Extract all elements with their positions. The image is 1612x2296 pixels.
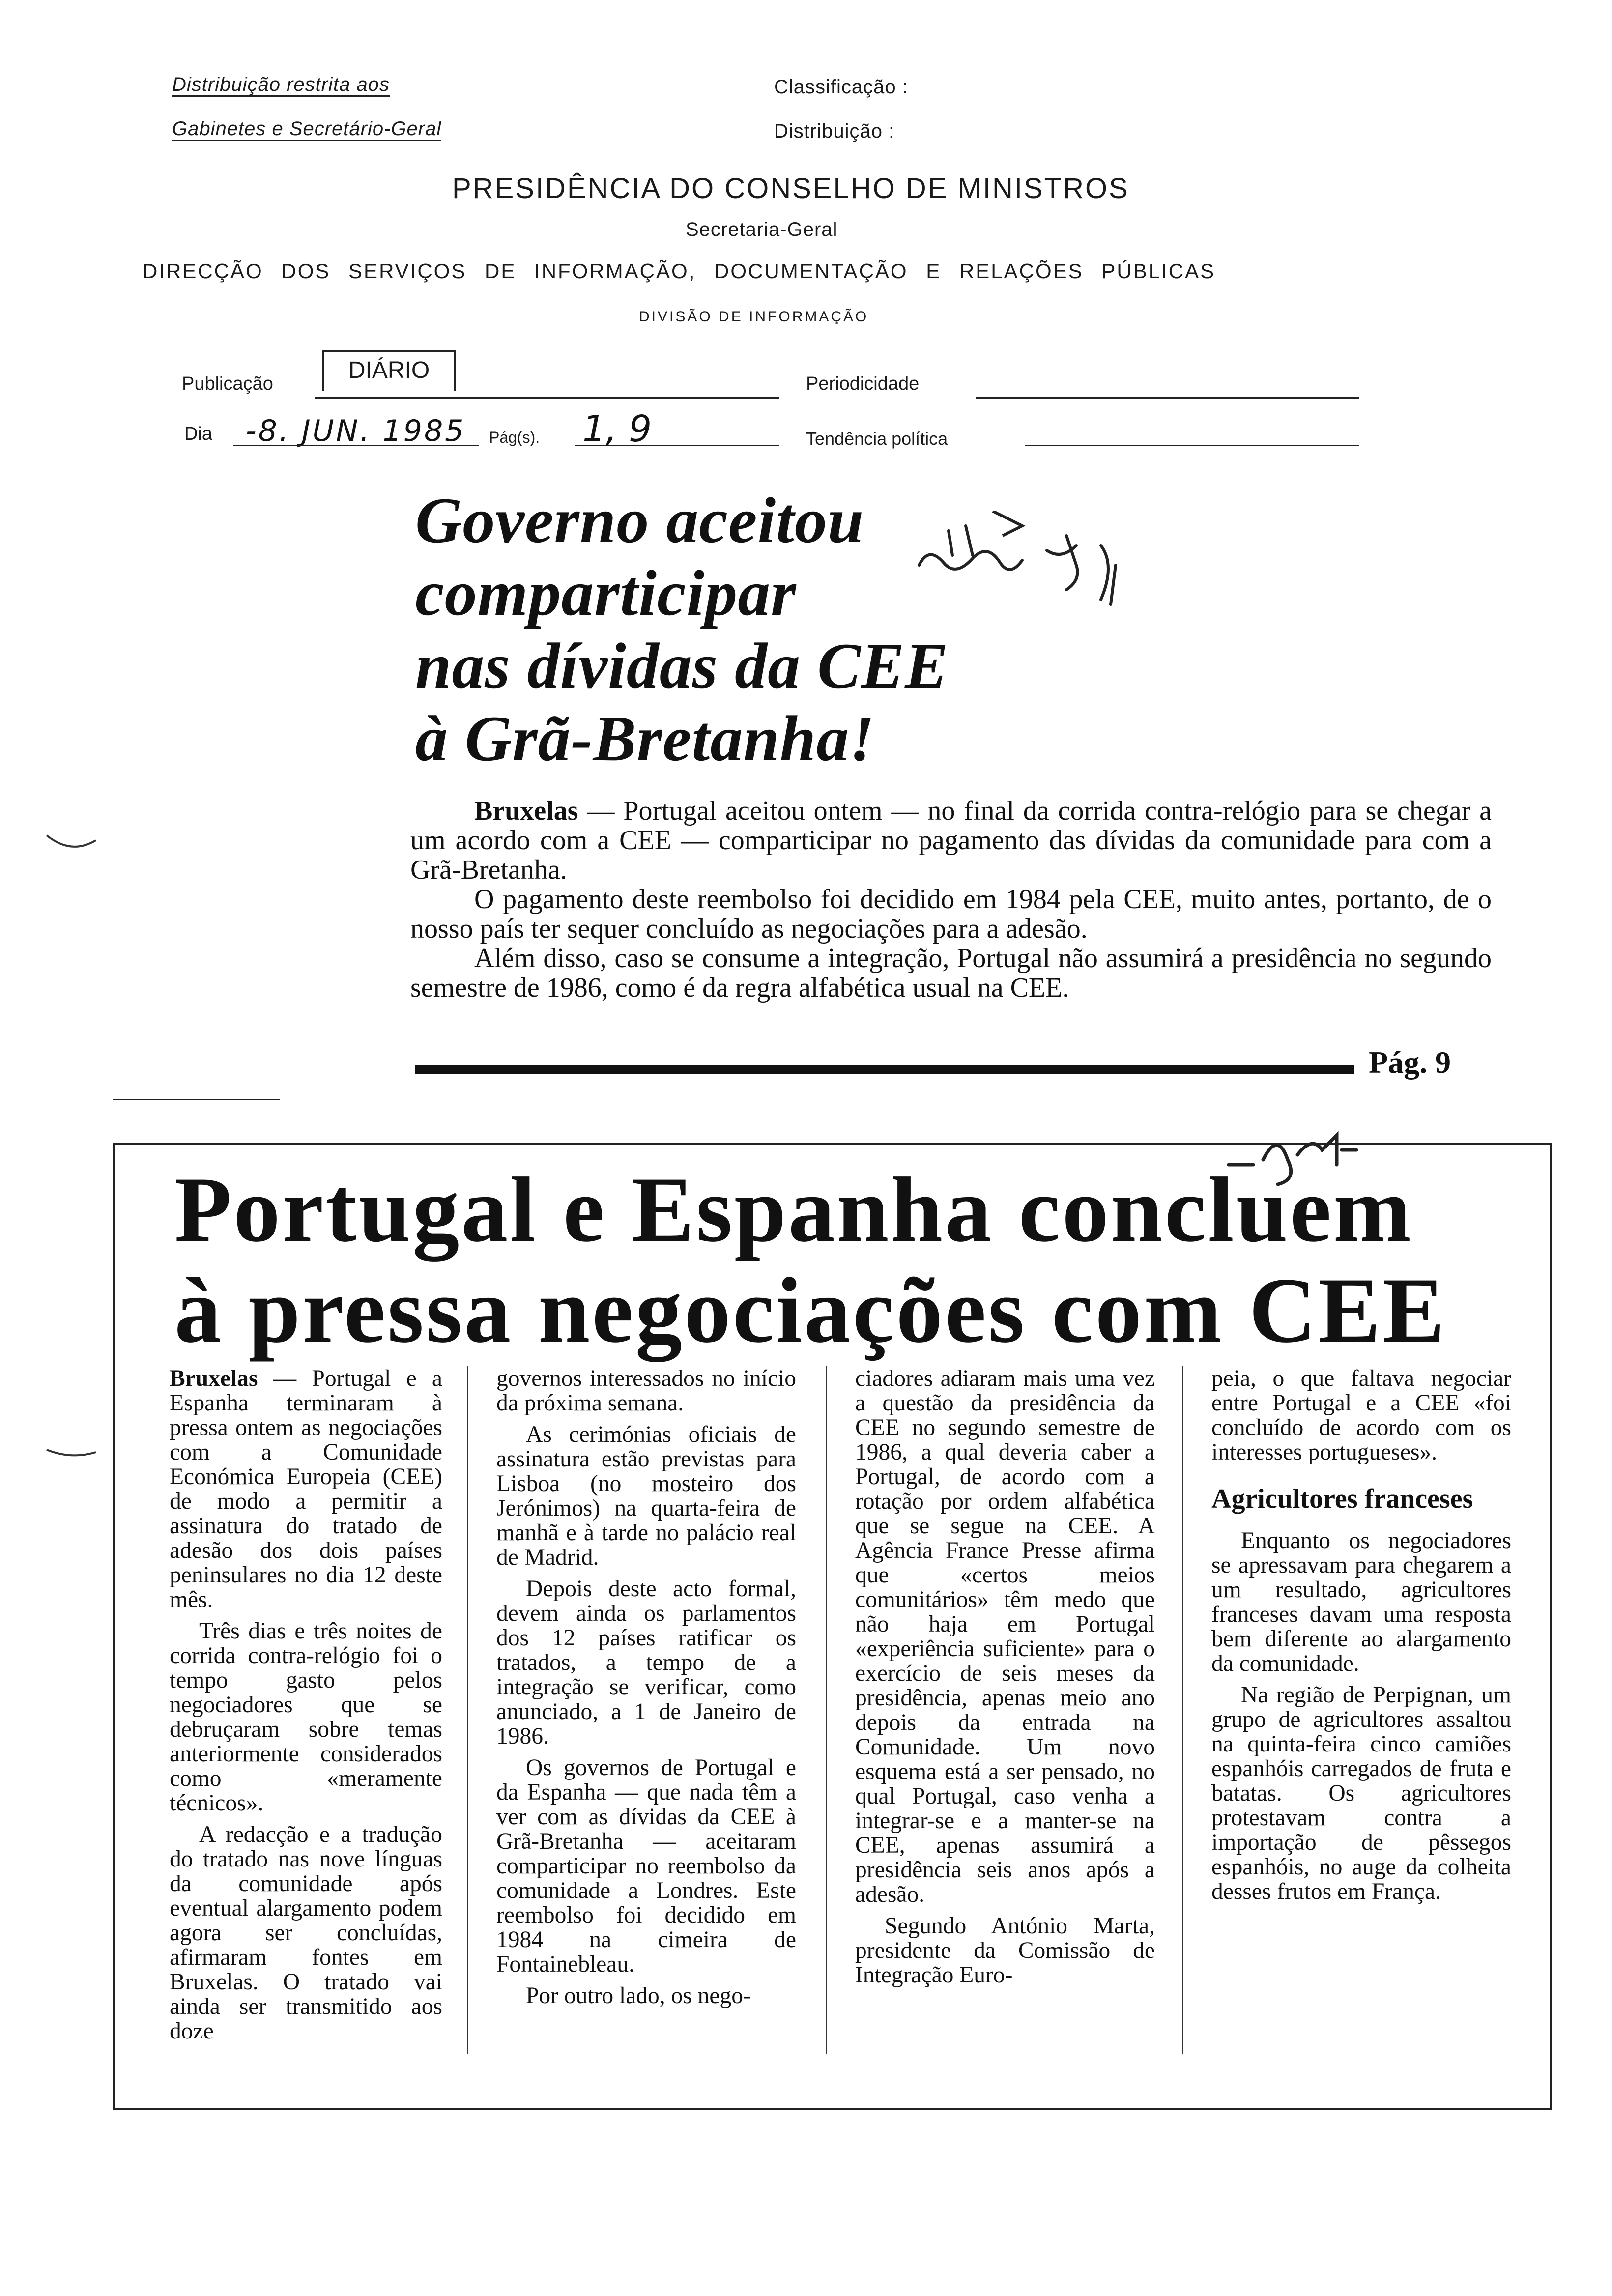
pags-value: 1, 9 <box>582 408 652 450</box>
dateline: Bruxelas <box>474 796 578 826</box>
column-divider <box>826 1366 827 2054</box>
handwritten-annotation <box>899 511 1155 634</box>
article2-column-4 <box>1211 1366 1511 1911</box>
article1-paragraph <box>410 796 1492 885</box>
publicacao-label: Publicação <box>182 373 273 394</box>
classificacao-label: Classificação : <box>774 76 908 98</box>
division: DIVISÃO DE INFORMAÇÃO <box>639 309 869 325</box>
article1-body <box>410 796 1492 1003</box>
margin-tick <box>44 1445 98 1464</box>
article2-headline-line2: à pressa negociações com CEE <box>174 1259 1447 1362</box>
column-paragraph: Os governos de Portugal e da Espanha — que nada têm a ver com as dívidas da CEE à Grã-Bretanha — aceitaram comparticipar no reembolso da comunidade a Londres. Este reembolso foi decidido em 1984 na cimeira de Fontainebleau. <box>496 1755 796 1977</box>
page-ref: Pág. 9 <box>1369 1045 1451 1080</box>
tendencia-label: Tendência política <box>806 429 948 449</box>
column-paragraph: Por outro lado, os nego- <box>526 1983 751 2009</box>
paragraph-text: — Portugal e a Espanha terminaram à pressa ontem as negociações com a Comunidade Económica Europeia (CEE) de modo a permitir a assinatura do tratado de adesão dos dois países peninsulares no dia 12 deste mês. <box>170 1366 442 1612</box>
pags-label: Pág(s). <box>489 429 540 446</box>
periodicidade-label: Periodicidade <box>806 373 920 394</box>
column-divider <box>467 1366 468 2054</box>
column-paragraph: Depois deste acto formal, devem ainda os parlamentos dos 12 países ratificar os tratados, a tempo de a integração se verificar, como anunciado, a 1 de Janeiro de 1986. <box>496 1576 796 1749</box>
column-paragraph: governos interessados no início da próxima semana. <box>496 1366 796 1416</box>
org-subtitle: Secretaria-Geral <box>686 219 838 240</box>
article2-column-3 <box>855 1366 1155 1994</box>
column-paragraph: Na região de Perpignan, um grupo de agricultores assaltou na quinta-feira cinco camiões espanhóis carregados de fruta e batatas. Os agricultores protestavam contra a importação de pêssegos espanhóis, no auge da colheita desses frutos em França. <box>1211 1682 1511 1904</box>
dia-label: Dia <box>184 424 213 444</box>
headline-line: Governo aceitou <box>415 484 864 556</box>
subheading: Agricultores franceses <box>1211 1484 1473 1514</box>
column-paragraph <box>170 1366 442 1612</box>
margin-tick <box>44 831 98 860</box>
dia-value: -8. JUN. 1985 <box>246 414 466 448</box>
org-title: PRESIDÊNCIA DO CONSELHO DE MINISTROS <box>452 172 1129 204</box>
paragraph-text: — Portugal aceitou ontem — no final da corrida contra-relógio para se chegar a um acordo com a CEE — comparticipar no pagamento das dívidas da comunidade para com a Grã-Bretanha. <box>410 796 1492 885</box>
publicacao-value: DIÁRIO <box>322 350 456 391</box>
column-paragraph: ciadores adiaram mais uma vez a questão da presidência da CEE no segundo semestre de 1986, a qual deveria caber a Portugal, de acordo com a rotação por ordem alfabética que se segue na CEE. A Agência France Presse afirma que «certos meios comunitários» têm medo que não haja em Portugal «experiência suficiente» para o exercício de seis meses da presidência, apenas meio ano depois da entrada na Comunidade. Um novo esquema está a ser pensado, no qual Portugal, caso venha a integrar-se e a manter-se na CEE, apenas assumirá a presidência seis anos após a adesão. <box>855 1366 1155 1907</box>
distribution-line-1: Distribuição restrita aos <box>172 74 390 96</box>
column-paragraph: As cerimónias oficiais de assinatura estão previstas para Lisboa (no mosteiro dos Jerónimos) na quarta-feira de manhã e à tarde no palácio real de Madrid. <box>496 1422 796 1570</box>
distribuicao-label: Distribuição : <box>774 120 895 142</box>
article2-headline-line1: Portugal e Espanha concluem <box>174 1158 1413 1262</box>
column-divider <box>1182 1366 1183 2054</box>
handwritten-mark <box>1224 1130 1361 1194</box>
page-ref-rule <box>415 1065 1354 1074</box>
column-paragraph: Segundo António Marta, presidente da Comissão de Integração Euro- <box>855 1913 1155 1988</box>
column-paragraph: Três dias e três noites de corrida contra-relógio foi o tempo gasto pelos negociadores que se debruçaram sobre temas anteriormente considerados como «meramente técnicos». <box>170 1618 442 1816</box>
column-paragraph: Enquanto os negociadores se apressavam para chegarem a um resultado, agricultores franceses davam uma resposta bem diferente ao alargamento da comunidade. <box>1211 1528 1511 1676</box>
column-paragraph: A redacção e a tradução do tratado nas nove línguas da comunidade após eventual alargamento podem agora ser concluídas, afirmaram fontes em Bruxelas. O tratado vai ainda ser transmitido aos doze <box>170 1822 442 2044</box>
column-paragraph: peia, o que faltava negociar entre Portugal e a CEE «foi concluído de acordo com os interesses portugueses». <box>1211 1366 1511 1465</box>
article2-column-1 <box>170 1366 442 2050</box>
directorate: DIRECÇÃO DOS SERVIÇOS DE INFORMAÇÃO, DOCUMENTAÇÃO E RELAÇÕES PÚBLICAS <box>143 259 1216 283</box>
headline-line: comparticipar <box>415 557 797 629</box>
distribution-line-2: Gabinetes e Secretário-Geral <box>172 118 441 140</box>
headline-line: à Grã-Bretanha! <box>415 702 875 775</box>
article2-column-2 <box>496 1366 796 2015</box>
headline-line: nas dívidas da CEE <box>415 630 949 702</box>
article1-paragraph: O pagamento deste reembolso foi decidido em 1984 pela CEE, muito antes, portanto, de o nosso país ter sequer concluído as negociações para a adesão. <box>410 884 1492 944</box>
margin-rule <box>113 1099 280 1100</box>
dateline: Bruxelas <box>170 1366 258 1391</box>
article1-paragraph: Além disso, caso se consume a integração, Portugal não assumirá a presidência no segundo semestre de 1986, como é da regra alfabética usual na CEE. <box>410 943 1492 1003</box>
